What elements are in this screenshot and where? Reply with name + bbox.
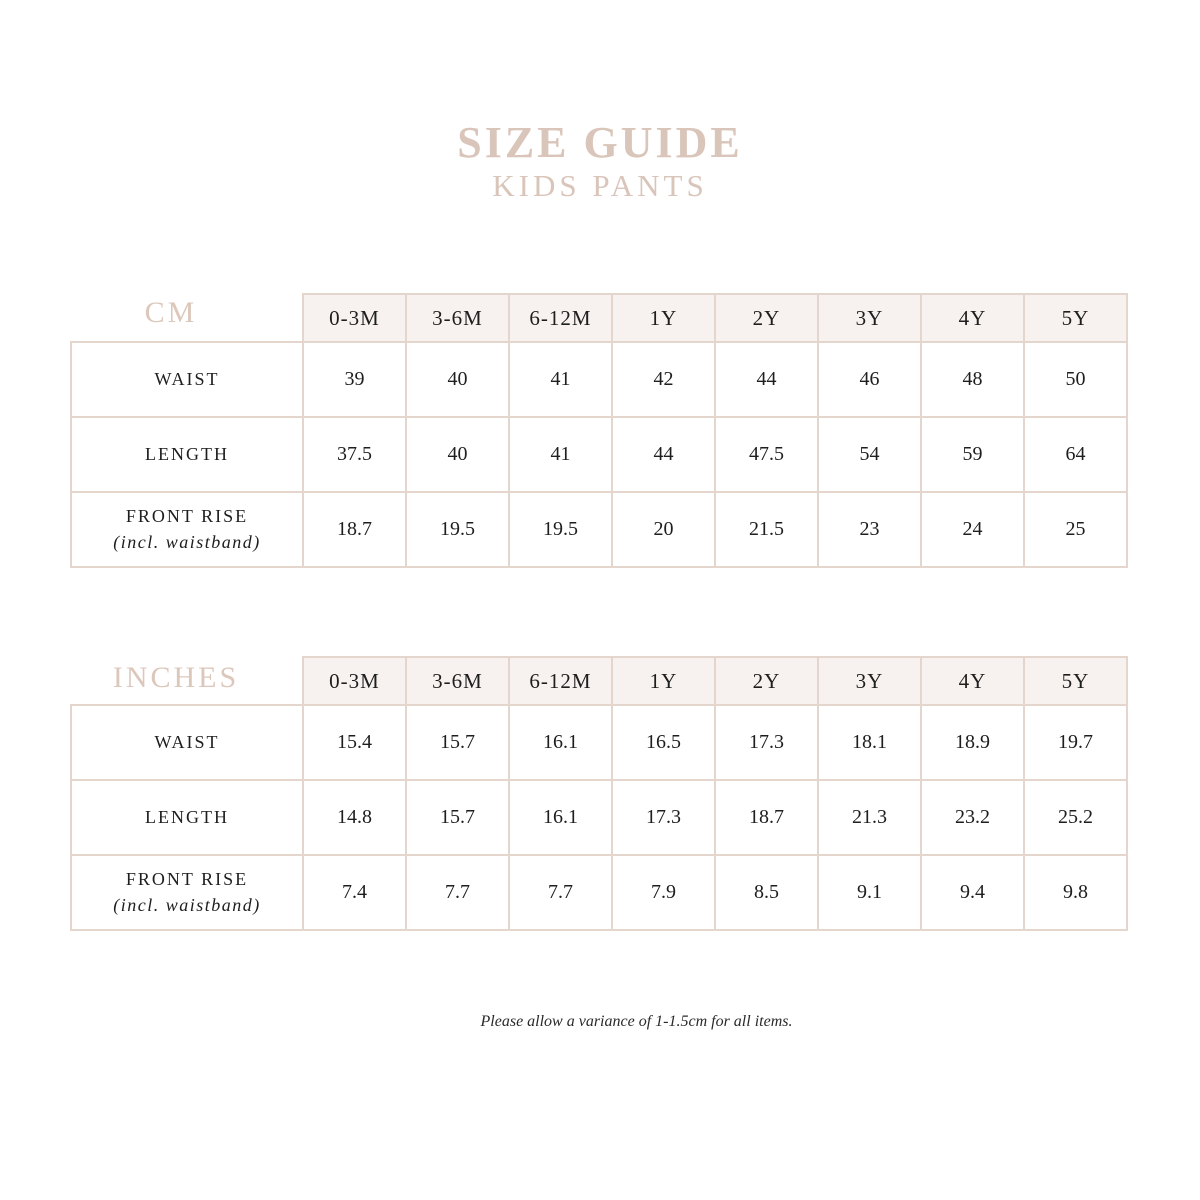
table-cell: 20 [612,492,715,567]
table-cell: 16.1 [509,705,612,780]
table-row-waist [71,342,1127,417]
table-cell: 7.7 [406,855,509,930]
table-cell: 37.5 [303,417,406,492]
size-header: 3Y [818,294,921,342]
table-cell: 64 [1024,417,1127,492]
table-cell: 16.1 [509,780,612,855]
size-header: 2Y [715,294,818,342]
page-title: SIZE GUIDE [457,118,743,167]
table-cell: 44 [715,342,818,417]
table-row-front-rise [71,492,1127,567]
size-header: 3-6M [406,294,509,342]
size-header: 6-12M [509,657,612,705]
row-label-text: FRONT RISE [125,869,249,889]
size-header: 1Y [612,294,715,342]
table-cell: 18.7 [715,780,818,855]
table-cell: 17.3 [715,705,818,780]
cm-header-row [71,294,1127,342]
table-cell: 41 [509,342,612,417]
table-row-length [71,417,1127,492]
row-label-note: (incl. waistband) [113,895,261,915]
table-cell: 54 [818,417,921,492]
table-cell: 9.1 [818,855,921,930]
table-cell: 9.4 [921,855,1024,930]
table-cell: 39 [303,342,406,417]
inches-size-table [70,656,1128,931]
size-header: 3Y [818,657,921,705]
table-cell: 19.7 [1024,705,1127,780]
table-cell: 16.5 [612,705,715,780]
table-cell: 18.7 [303,492,406,567]
table-cell: 14.8 [303,780,406,855]
table-cell: 19.5 [509,492,612,567]
row-label-text: WAIST [154,732,220,752]
size-header: 2Y [715,657,818,705]
size-header: 0-3M [303,657,406,705]
table-cell: 8.5 [715,855,818,930]
table-cell: 7.4 [303,855,406,930]
table-row-length [71,780,1127,855]
table-cell: 23.2 [921,780,1024,855]
size-header: 4Y [921,657,1024,705]
table-cell: 18.1 [818,705,921,780]
row-label [71,417,303,492]
table-cell: 17.3 [612,780,715,855]
table-cell: 19.5 [406,492,509,567]
table-cell: 25 [1024,492,1127,567]
table-cell: 50 [1024,342,1127,417]
size-header: 5Y [1024,294,1127,342]
table-row-front-rise [71,855,1127,930]
row-label-text: WAIST [154,369,220,389]
row-label-text: FRONT RISE [125,506,249,526]
row-label [71,342,303,417]
row-label [71,855,303,930]
size-header: 1Y [612,657,715,705]
table-cell: 48 [921,342,1024,417]
cm-size-table [70,293,1128,568]
table-cell: 15.4 [303,705,406,780]
table-cell: 15.7 [406,705,509,780]
table-cell: 7.9 [612,855,715,930]
page-subtitle: KIDS PANTS [492,168,708,203]
row-label [71,780,303,855]
inches-section-label: INCHES [112,661,240,694]
table-cell: 21.3 [818,780,921,855]
row-label-note: (incl. waistband) [113,532,261,552]
table-cell: 23 [818,492,921,567]
table-cell: 59 [921,417,1024,492]
table-cell: 18.9 [921,705,1024,780]
table-row-waist [71,705,1127,780]
table-cell: 41 [509,417,612,492]
size-header: 6-12M [509,294,612,342]
row-label [71,492,303,567]
cm-section-label: CM [144,296,198,329]
size-header: 3-6M [406,657,509,705]
table-cell: 46 [818,342,921,417]
table-cell: 47.5 [715,417,818,492]
table-cell: 7.7 [509,855,612,930]
row-label [71,705,303,780]
table-corner [71,294,303,342]
size-header: 0-3M [303,294,406,342]
size-header: 5Y [1024,657,1127,705]
table-cell: 40 [406,342,509,417]
size-header: 4Y [921,294,1024,342]
row-label-text: LENGTH [145,807,229,827]
table-cell: 24 [921,492,1024,567]
table-cell: 40 [406,417,509,492]
variance-note: Please allow a variance of 1-1.5cm for all items. [480,1013,793,1030]
table-cell: 44 [612,417,715,492]
table-cell: 21.5 [715,492,818,567]
table-cell: 9.8 [1024,855,1127,930]
table-corner [71,657,303,705]
table-cell: 15.7 [406,780,509,855]
table-cell: 25.2 [1024,780,1127,855]
row-label-text: LENGTH [145,444,229,464]
inches-header-row [71,657,1127,705]
table-cell: 42 [612,342,715,417]
